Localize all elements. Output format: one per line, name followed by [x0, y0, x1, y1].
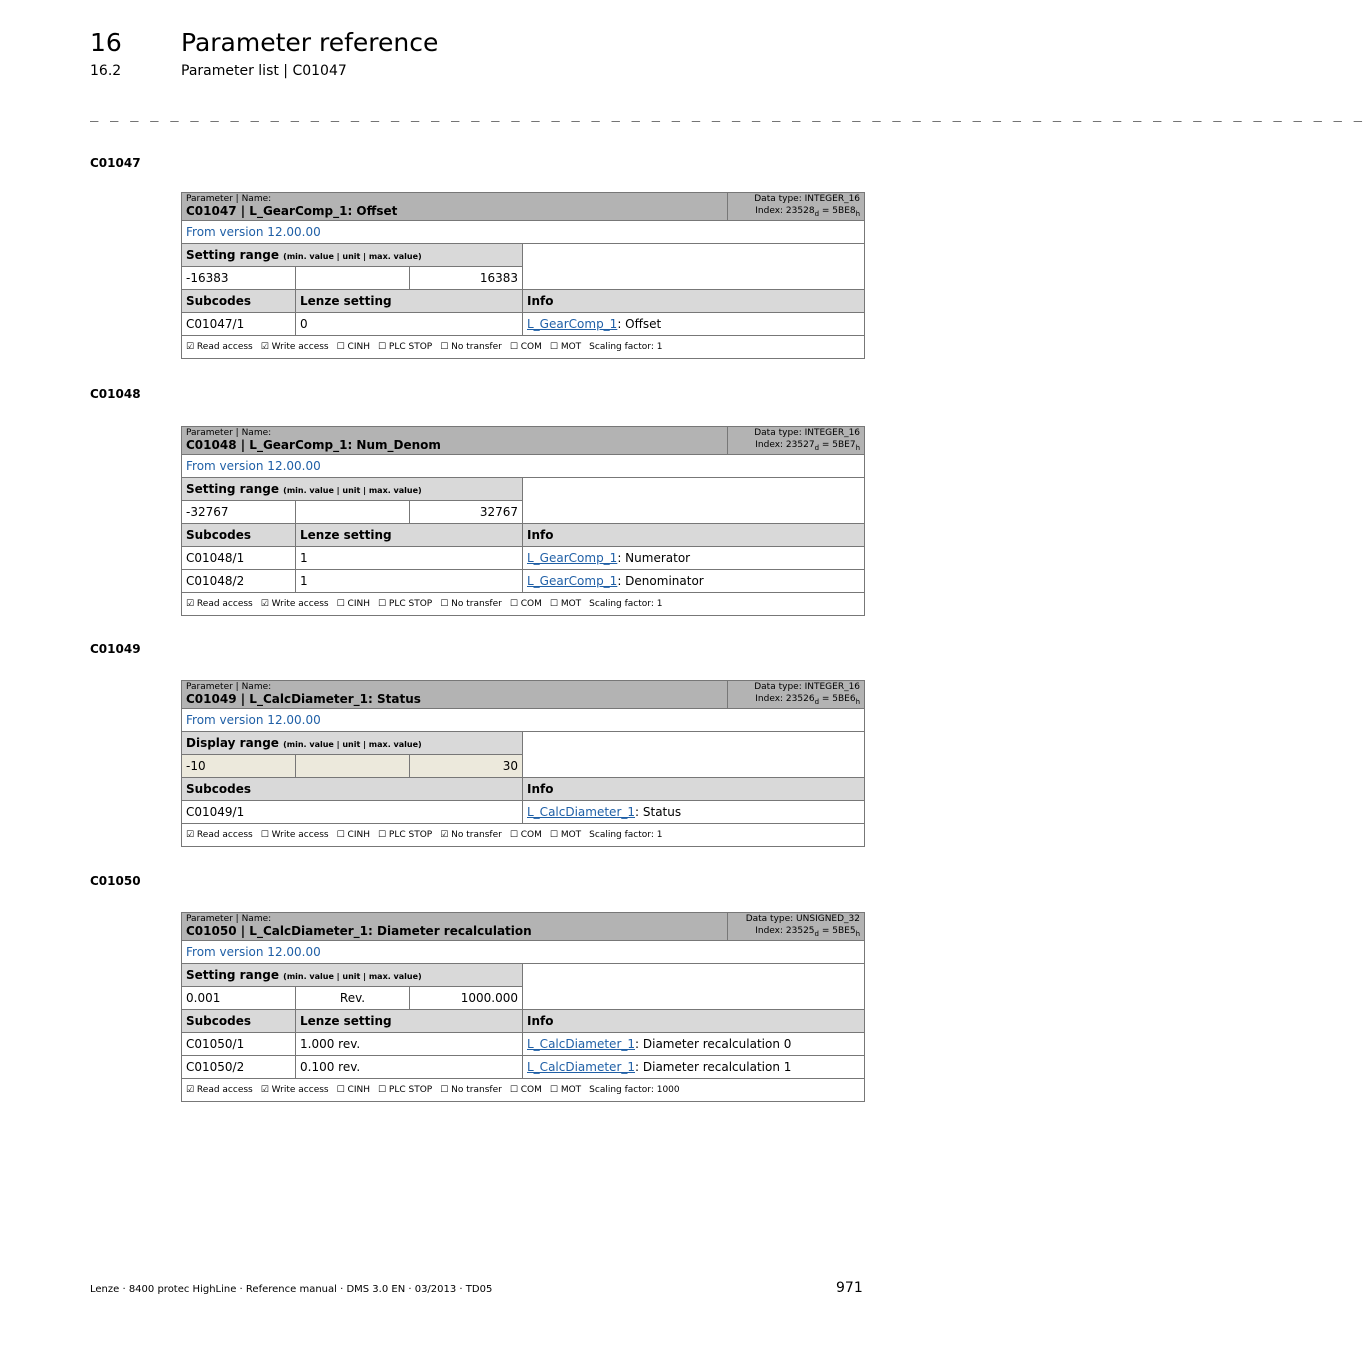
index: Index: $23527_d = 5BE7_h$: [755, 440, 861, 452]
info-link[interactable]: L_GearComp_1: [527, 573, 618, 588]
version-info: From version 12.00.00: [182, 454, 865, 477]
info-header: Info: [523, 1009, 865, 1032]
range-unit: [296, 266, 410, 289]
lenze-setting: 0.100 rev.: [296, 1055, 523, 1078]
lenze-setting-header: Lenze setting: [296, 289, 523, 312]
table-row: [182, 569, 865, 592]
info-cell: L_CalcDiameter_1: Diameter recalculation 1: [523, 1055, 865, 1078]
param-table-c01047: [181, 192, 865, 359]
data-type: Data type: INTEGER_16: [754, 682, 861, 692]
index: Index: $23526_d = 5BE6_h$: [755, 694, 861, 706]
page-footer: Lenze · 8400 protec HighLine · Reference manual · DMS 3.0 EN · 03/2013 · TD05: [90, 1284, 493, 1295]
lenze-setting-header: Lenze setting: [296, 523, 523, 546]
lenze-setting: 1.000 rev.: [296, 1032, 523, 1055]
param-table-c01049: [181, 680, 865, 847]
info-link[interactable]: L_GearComp_1: [527, 316, 618, 331]
data-type: Data type: INTEGER_16: [754, 194, 861, 204]
section-number: 16.2: [90, 63, 122, 79]
access-flags: ☑ Read access ☑ Write access ☐ CINH ☐ PLC STOP ☐ No transfer ☐ COM ☐ MOT Scaling factor: 1: [182, 592, 865, 615]
param-heading: C01047: [90, 156, 141, 170]
range-min: 0.001: [182, 986, 296, 1009]
subcode: C01050/2: [182, 1055, 296, 1078]
param-name: C01047 | L_GearComp_1: Offset: [186, 204, 398, 219]
info-cell: L_GearComp_1: Numerator: [523, 546, 865, 569]
subcode: C01049/1: [182, 800, 523, 823]
range-max: 32767: [410, 500, 523, 523]
index: Index: $23528_d = 5BE8_h$: [755, 206, 861, 218]
range-max: 1000.000: [410, 986, 523, 1009]
lenze-setting: 1: [296, 546, 523, 569]
range-min: -32767: [182, 500, 296, 523]
info-link[interactable]: L_CalcDiameter_1: [527, 804, 636, 819]
subcodes-header: Subcodes: [182, 777, 523, 800]
access-flags: ☑ Read access ☑ Write access ☐ CINH ☐ PLC STOP ☐ No transfer ☐ COM ☐ MOT Scaling factor: 1000: [182, 1078, 865, 1101]
range-min: -10: [182, 754, 296, 777]
info-cell: L_CalcDiameter_1: Diameter recalculation 0: [523, 1032, 865, 1055]
setting-range-label: Setting range (min. value | unit | max. value): [182, 477, 523, 500]
param-name-label: Parameter | Name:: [186, 194, 272, 205]
info-cell: L_GearComp_1: Denominator: [523, 569, 865, 592]
table-row: [182, 312, 865, 335]
page-number: 971: [836, 1280, 863, 1296]
subcodes-header: Subcodes: [182, 289, 296, 312]
lenze-setting-header: Lenze setting: [296, 1009, 523, 1032]
data-type: Data type: UNSIGNED_32: [745, 914, 860, 924]
param-table-c01050: [181, 912, 865, 1102]
info-link[interactable]: L_CalcDiameter_1: [527, 1036, 636, 1051]
lenze-setting: 1: [296, 569, 523, 592]
subcodes-header: Subcodes: [182, 523, 296, 546]
range-min: -16383: [182, 266, 296, 289]
param-heading: C01048: [90, 387, 141, 401]
table-row: [182, 1055, 865, 1078]
subcode: C01048/2: [182, 569, 296, 592]
table-row: [182, 800, 865, 823]
dash-separator: _ _ _ _ _ _ _ _ _ _ _ _ _ _ _ _ _ _ _ _ _ _ _ _ _ _ _ _ _ _ _ _ _ _ _ _ _ _ _ _ _ _ _ _ _ _ _ _ _ _ _ _ _ _ _ _ _ _ _ _ _ _ _ _: [90, 106, 1364, 122]
param-table-c01048: [181, 426, 865, 616]
info-header: Info: [523, 523, 865, 546]
info-link[interactable]: L_CalcDiameter_1: [527, 1059, 636, 1074]
param-name-label: Parameter | Name:: [186, 428, 272, 439]
range-unit: [296, 754, 410, 777]
info-header: Info: [523, 777, 865, 800]
version-info: From version 12.00.00: [182, 708, 865, 731]
setting-range-label: Setting range (min. value | unit | max. value): [182, 963, 523, 986]
info-cell: L_CalcDiameter_1: Status: [523, 800, 865, 823]
version-info: From version 12.00.00: [182, 220, 865, 243]
access-flags: ☑ Read access ☐ Write access ☐ CINH ☐ PLC STOP ☑ No transfer ☐ COM ☐ MOT Scaling factor: 1: [182, 823, 865, 846]
chapter-title: Parameter reference: [181, 28, 439, 57]
lenze-setting: 0: [296, 312, 523, 335]
range-max: 30: [410, 754, 523, 777]
info-cell: L_GearComp_1: Offset: [523, 312, 865, 335]
access-flags: ☑ Read access ☑ Write access ☐ CINH ☐ PLC STOP ☐ No transfer ☐ COM ☐ MOT Scaling factor: 1: [182, 335, 865, 358]
table-row: [182, 546, 865, 569]
info-header: Info: [523, 289, 865, 312]
param-name: C01049 | L_CalcDiameter_1: Status: [186, 692, 421, 707]
setting-range-label: Setting range (min. value | unit | max. value): [182, 243, 523, 266]
section-title: Parameter list | C01047: [181, 63, 347, 79]
subcode: C01048/1: [182, 546, 296, 569]
subcode: C01050/1: [182, 1032, 296, 1055]
version-info: From version 12.00.00: [182, 940, 865, 963]
param-heading: C01050: [90, 874, 141, 888]
subcode: C01047/1: [182, 312, 296, 335]
param-name-label: Parameter | Name:: [186, 682, 272, 693]
param-name-label: Parameter | Name:: [186, 914, 272, 925]
display-range-label: Display range (min. value | unit | max. value): [182, 731, 523, 754]
range-unit: Rev.: [296, 986, 410, 1009]
param-name: C01048 | L_GearComp_1: Num_Denom: [186, 438, 441, 453]
chapter-number: 16: [90, 28, 122, 57]
table-row: [182, 1032, 865, 1055]
param-name: C01050 | L_CalcDiameter_1: Diameter recalculation: [186, 924, 532, 939]
param-heading: C01049: [90, 642, 141, 656]
data-type: Data type: INTEGER_16: [754, 428, 861, 438]
subcodes-header: Subcodes: [182, 1009, 296, 1032]
info-link[interactable]: L_GearComp_1: [527, 550, 618, 565]
range-unit: [296, 500, 410, 523]
range-max: 16383: [410, 266, 523, 289]
index: Index: $23525_d = 5BE5_h$: [755, 926, 860, 938]
